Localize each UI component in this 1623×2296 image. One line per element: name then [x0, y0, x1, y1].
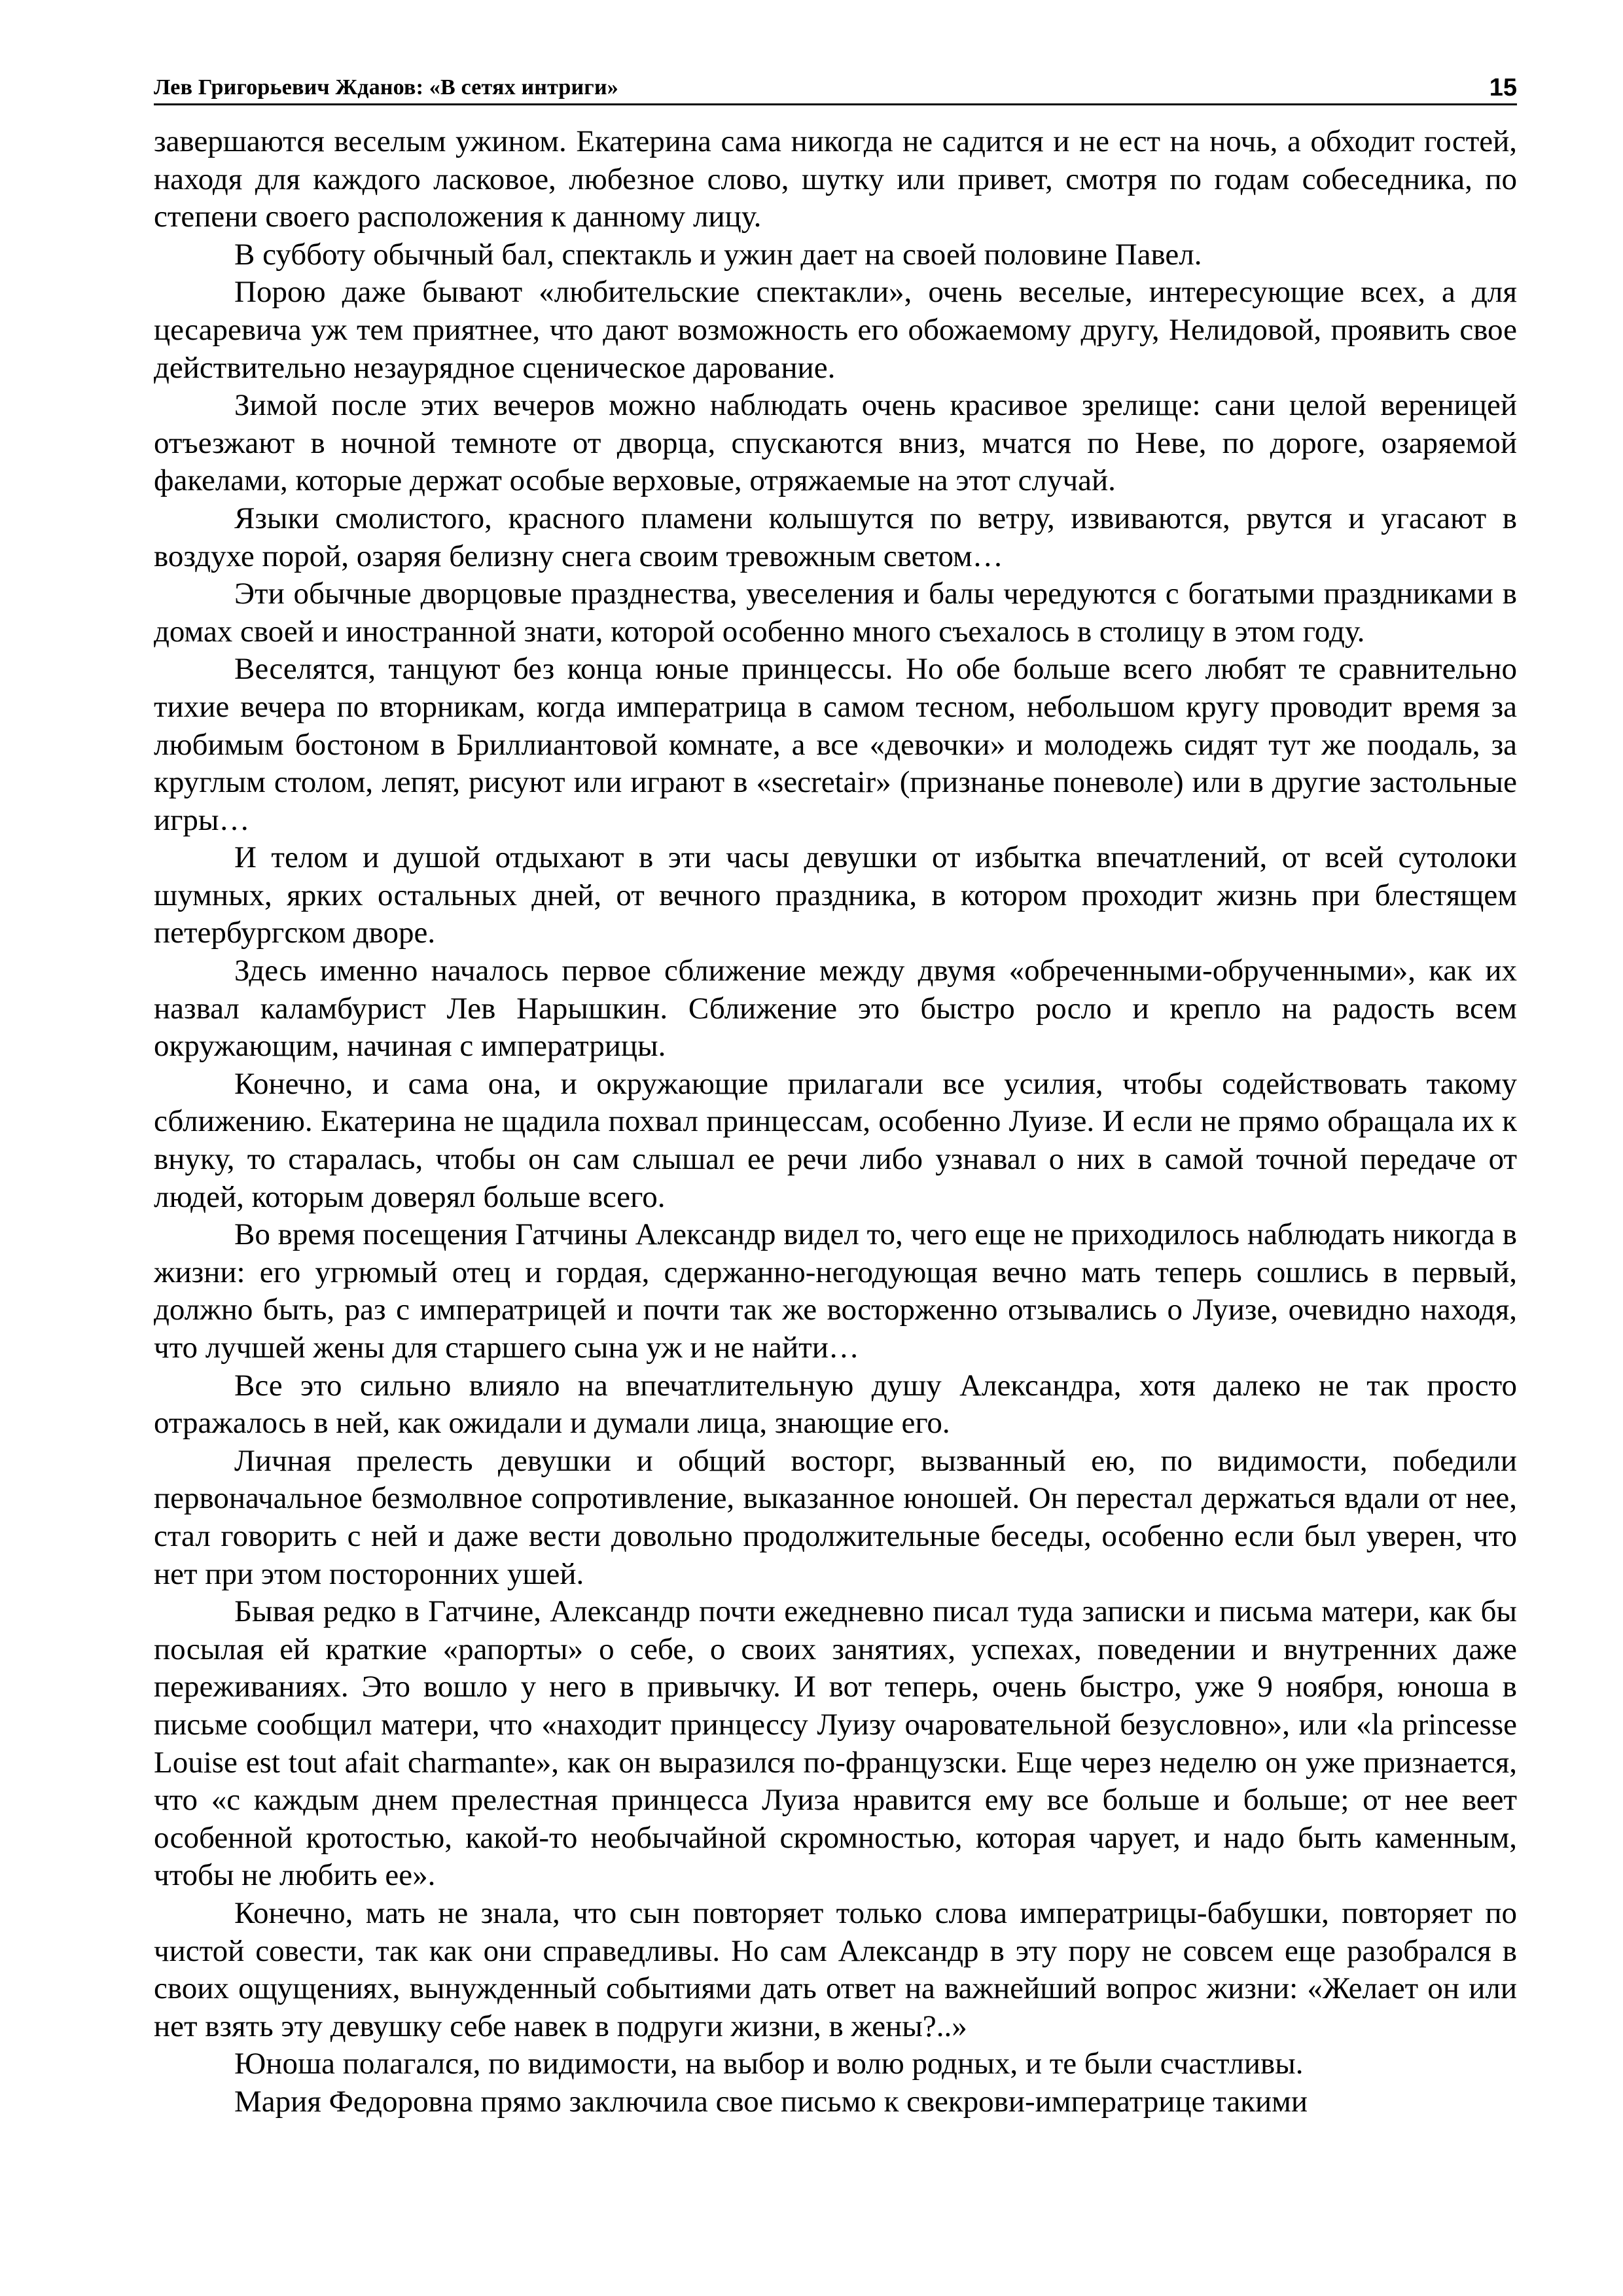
paragraph: Веселятся, танцуют без конца юные принцессы. Но обе больше всего любят те сравнительно тихие вечера по вторникам, когда императрица в самом тесном, небольшом кругу проводит время за любимым бостоном в Бриллиантовой комнате, а все «девочки» и молодежь сидят тут же поодаль, за круглым столом, лепят, рисуют или играют в «secretair» (признанье поневоле) или в другие застольные игры…: [154, 652, 1517, 837]
paragraph: Зимой после этих вечеров можно наблюдать очень красивое зрелище: сани целой вереницей отъезжают в ночной темноте от дворца, спускаются вниз, мчатся по Неве, по дороге, озаряемой факелами, которые держат особые верховые, отряжаемые на этот случай.: [154, 388, 1517, 498]
paragraph: Бывая редко в Гатчине, Александр почти ежедневно писал туда записки и письма матери, как бы посылая ей краткие «рапорты» о себе, о своих занятиях, успехах, поведении и внутренних даже переживаниях. Это вошло у него в привычку. И вот теперь, очень быстро, уже 9 ноября, юноша в письме сообщил матери, что «находит принцессу Луизу очаровательной безусловно», или «la princesse Louise est tout afait charmante», как он выразился по-французски. Еще через неделю он уже признается, что «с каждым днем прелестная принцесса Луиза нравится ему все больше и больше; от нее веет особенной кротостью, какой-то необычайной скромностью, которая чарует, и надо быть каменным, чтобы не любить ее».: [154, 1594, 1517, 1893]
paragraph: И телом и душой отдыхают в эти часы девушки от избытка впечатлений, от всей сутолоки шумных, ярких остальных дней, от вечного праздника, в котором проходит жизнь при блестящем петербургском дворе.: [154, 840, 1517, 950]
paragraph: Языки смолистого, красного пламени колышутся по ветру, извиваются, рвутся и угасают в воздухе порой, озаряя белизну снега своим тревожным светом…: [154, 501, 1517, 573]
body-text: [154, 123, 1517, 2121]
paragraph: Эти обычные дворцовые празднества, увеселения и балы чередуются с богатыми праздниками в домах своей и иностранной знати, которой особенно много съехалось в столицу в этом году.: [154, 577, 1517, 649]
paragraph: Во время посещения Гатчины Александр видел то, чего еще не приходилось наблюдать никогда в жизни: его угрюмый отец и гордая, сдержанно-негодующая вечно мать теперь сошлись в первый, должно быть, раз с императрицей и почти так же восторженно отзывались о Луизе, очевидно находя, что лучшей жены для старшего сына уж и не найти…: [154, 1217, 1517, 1365]
paragraph: В субботу обычный бал, спектакль и ужин дает на своей половине Павел.: [234, 237, 1202, 272]
header-rule: [154, 103, 1517, 105]
paragraph: Мария Федоровна прямо заключила свое письмо к свекрови-императрице такими: [234, 2084, 1308, 2119]
paragraph: завершаются веселым ужином. Екатерина сама никогда не садится и не ест на ночь, а обходит гостей, находя для каждого ласковое, любезное слово, шутку или привет, смотря по годам собеседника, по степени своего расположения к данному лицу.: [154, 124, 1517, 234]
paragraph: Порою даже бывают «любительские спектакли», очень веселые, интересующие всех, а для цесаревича уж тем приятнее, что дают возможность его обожаемому другу, Нелидовой, проявить свое действительно незаурядное сценическое дарование.: [154, 275, 1517, 385]
running-header: [154, 68, 1517, 101]
paragraph: Конечно, и сама она, и окружающие прилагали все усилия, чтобы содействовать такому сближению. Екатерина не щадила похвал принцессам, особенно Луизе. И если не прямо обращала их к внуку, то старалась, чтобы он сам слышал ее речи либо узнавал о них в самой точной передаче от людей, которым доверял больше всего.: [154, 1066, 1517, 1214]
page-number: 15: [1489, 74, 1517, 101]
paragraph: Здесь именно началось первое сближение между двумя «обреченными-обрученными», как их назвал каламбурист Лев Нарышкин. Сближение это быстро росло и крепло на радость всем окружающим, начиная с императрицы.: [154, 954, 1517, 1064]
paragraph: Юноша полагался, по видимости, на выбор и волю родных, и те были счастливы.: [234, 2047, 1304, 2081]
paragraph: Личная прелесть девушки и общий восторг, вызванный ею, по видимости, победили первоначальное безмолвное сопротивление, выказанное юношей. Он перестал держаться вдали от нее, стал говорить с ней и даже вести довольно продолжительные беседы, особенно если был уверен, что нет при этом посторонних ушей.: [154, 1443, 1517, 1591]
paragraph: Конечно, мать не знала, что сын повторяет только слова императрицы-бабушки, повторяет по чистой совести, так как они справедливы. Но сам Александр в эту пору не совсем еще разобрался в своих ощущениях, вынужденный событиями дать ответ на важнейший вопрос жизни: «Желает он или нет взять эту девушку себе навек в подруги жизни, в жены?..»: [154, 1895, 1517, 2043]
paragraph: Все это сильно влияло на впечатлительную душу Александра, хотя далеко не так просто отражалось в ней, как ожидали и думали лица, знающие его.: [154, 1368, 1517, 1441]
header-book-title: Лев Григорьевич Жданов: «В сетях интриги»: [154, 75, 618, 99]
